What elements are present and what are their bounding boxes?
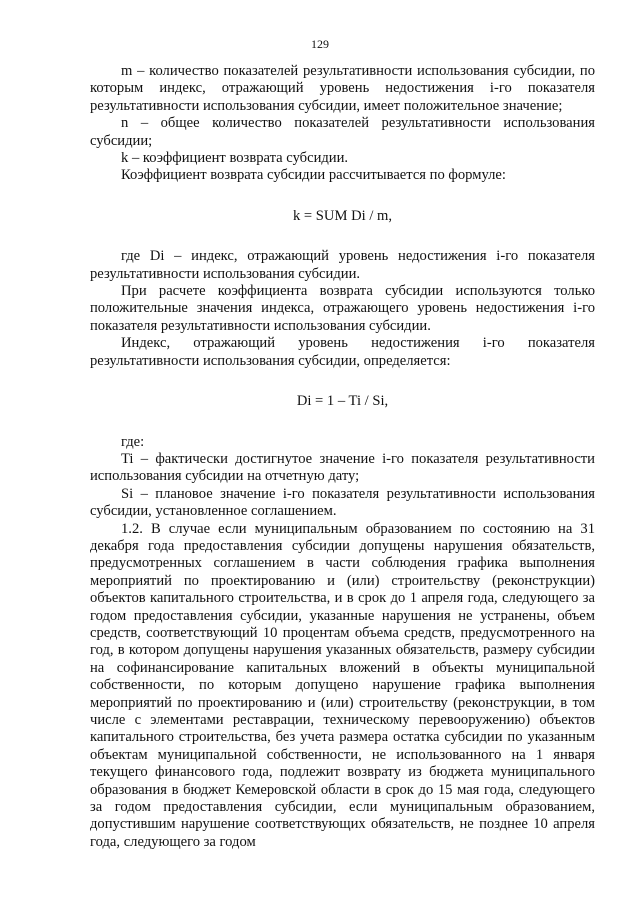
definition-k: k – коэффициент возврата субсидии.	[121, 150, 349, 167]
where-label: где:	[121, 433, 145, 450]
formula-k: k = SUM Di / m,	[292, 207, 393, 224]
definition-ti: Ti – фактически достигнутое значение i-го показателя результативности использования субсидии на отчетную дату;	[90, 450, 595, 485]
formula-intro: Коэффициент возврата субсидии рассчитывается по формуле:	[121, 167, 506, 184]
index-definition-intro: Индекс, отражающий уровень недостижения i-го показателя результативности использования субсидии, определяется:	[90, 335, 595, 369]
definition-di: где Di – индекс, отражающий уровень недостижения i-го показателя результативности использования субсидии.	[90, 248, 595, 282]
formula-di: Di = 1 – Ti / Si,	[296, 393, 389, 410]
definition-n: n – общее количество показателей результативности использования субсидии;	[90, 115, 595, 149]
page-number: 129	[311, 37, 329, 51]
definition-m: m – количество показателей результативности использования субсидии, по которым индекс, отражающий уровень недостижения i-го показателя результативности использования субсидии, имеет положительное значение;	[90, 63, 595, 114]
document-body	[90, 63, 595, 851]
clause-1-2: 1.2. В случае если муниципальным образованием по состоянию на 31 декабря года предоставления субсидии допущены нарушения обязательств, предусмотренных соглашением в части соблюдения графика выполнения мероприятий по проектированию и (или) строительству (реконструкции) объектов капитального строительства, и в срок до 1 апреля года, следующего за годом предоставления субсидии, указанные нарушения не устранены, объем средств, соответствующий 10 процентам объема средств, предусмотренного на год, в котором допущены нарушения указанных обязательств, размеру субсидии на софинансирование капитальных вложений в объекты муниципальной собственности, по которым допущено нарушение графика выполнения мероприятий по проектированию и (или) строительству (реконструкции, в том числе с элементами реставрации, техническому перевооружению) объектов капитального строительства, без учета размера остатка субсидии по указанным объектам муниципальной собственности, не использованного на 1 января текущего финансового года, подлежит возврату из бюджета муниципального образования в бюджет Кемеровской области в срок до 15 мая года, следующего за годом предоставления субсидии, если муниципальным образованием, допустившим нарушение соответствующих обязательств, не позднее 10 апреля года, следующего за годом	[90, 520, 595, 850]
positive-values-note: При расчете коэффициента возврата субсидии используются только положительные значения индекса, отражающего уровень недостижения i-го показателя результативности использования субсидии.	[90, 283, 595, 334]
definition-si: Si – плановое значение i-го показателя результативности использования субсидии, установленное соглашением.	[90, 485, 595, 520]
